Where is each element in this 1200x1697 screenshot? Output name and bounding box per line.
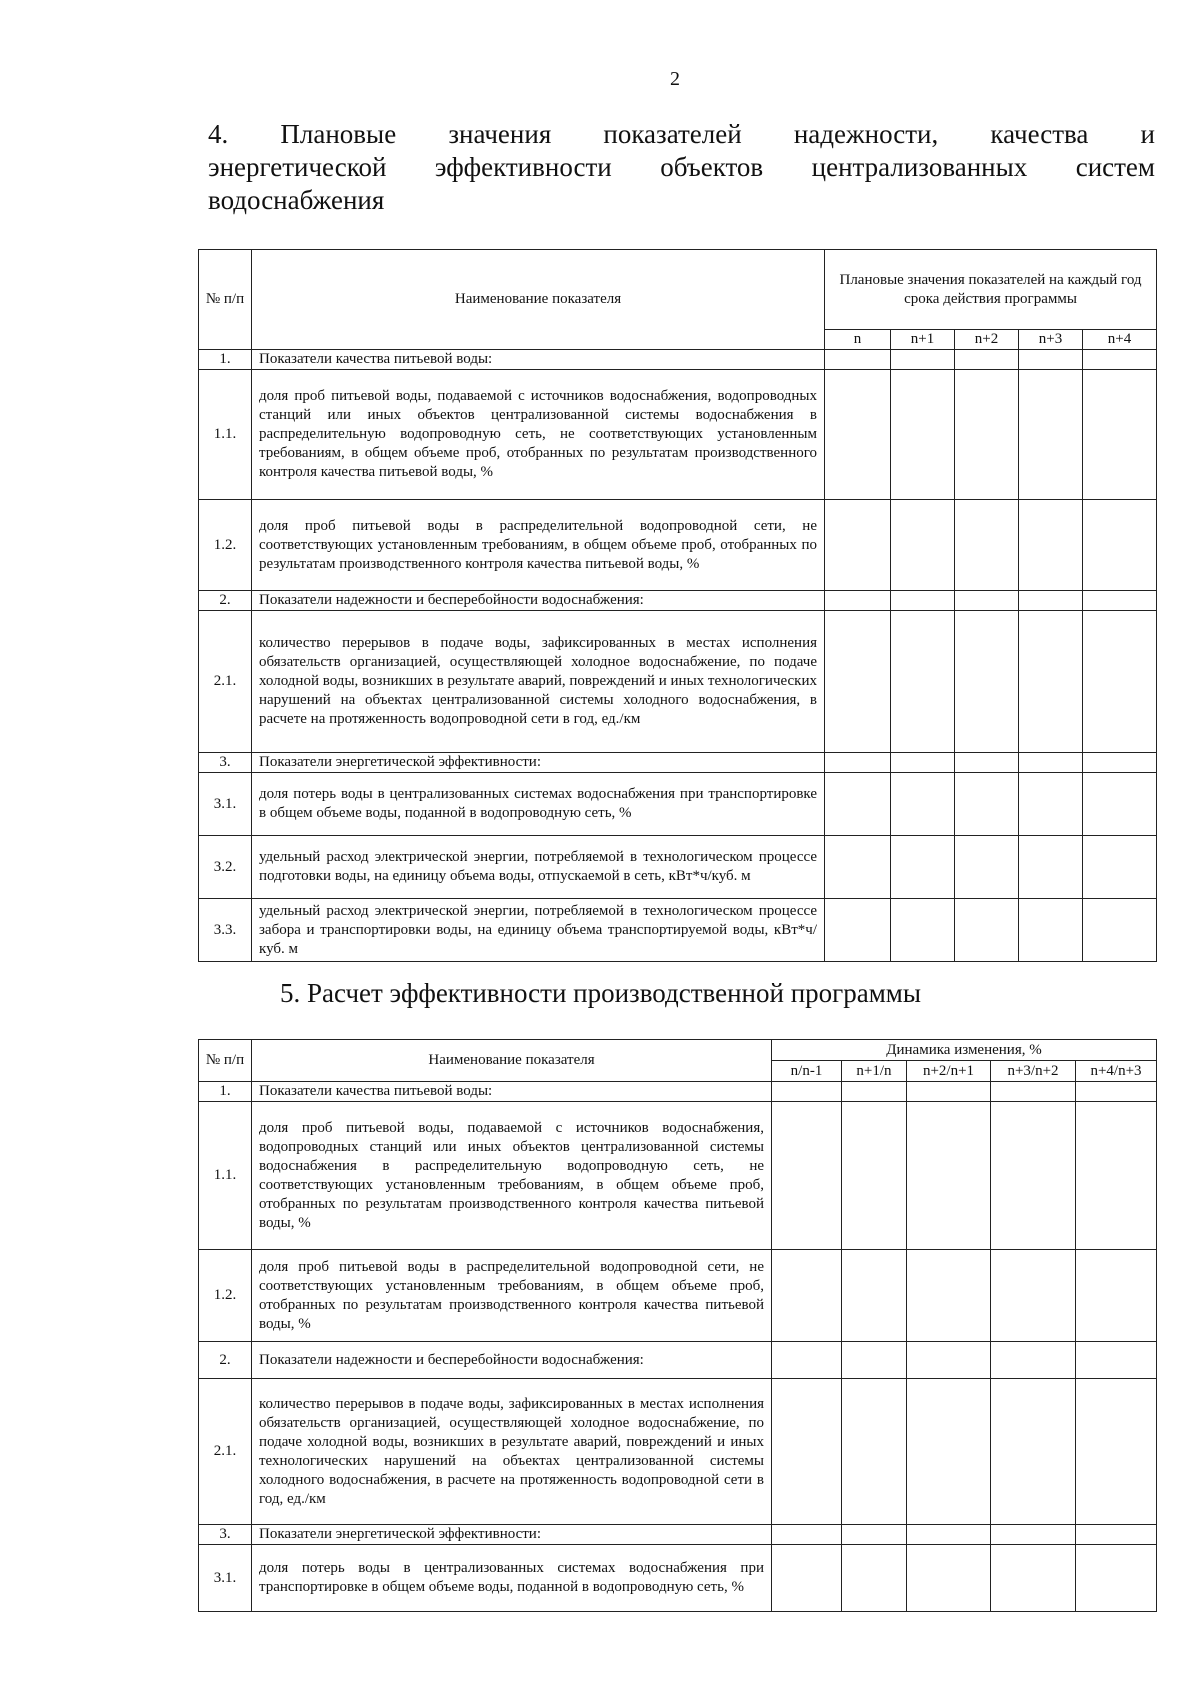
value-cell [991,1102,1076,1250]
planned-values-table [198,249,1157,962]
period-col-header: n+2/n+1 [907,1061,991,1082]
value-cell [825,753,891,773]
table-row [199,1525,1157,1545]
value-cell [1083,591,1157,611]
value-cell [991,1082,1076,1102]
value-cell [891,611,955,753]
value-cell [907,1379,991,1525]
value-cell [955,591,1019,611]
value-cell [907,1525,991,1545]
table-row [199,1082,1157,1102]
value-cell [891,899,955,962]
header-dynamics: Динамика изменения, % [772,1040,1157,1061]
table-row [199,836,1157,899]
value-cell [772,1082,842,1102]
value-cell [1083,500,1157,591]
value-cell [1019,350,1083,370]
value-cell [825,500,891,591]
value-cell [1076,1342,1157,1379]
row-name: Показатели качества питьевой воды: [252,1082,772,1102]
table-row [199,899,1157,962]
row-name: доля проб питьевой воды, подаваемой с источников водоснабжения, водопроводных станций или иных объектов централизованной системы водоснабжения в распределительную водопроводную сеть, не соответствующих установленным требованиям, в общем объеме проб, отобранных по результатам производственного контроля качества питьевой воды, % [252,370,825,500]
row-number: 1.2. [199,500,252,591]
section-4-heading-line1: 4. Плановые значения показателей надежности, качества и [208,119,1155,149]
value-cell [842,1525,907,1545]
row-number: 2. [199,1342,252,1379]
value-cell [772,1250,842,1342]
table-row [199,350,1157,370]
row-number: 1.1. [199,370,252,500]
section-4-heading [208,118,1155,217]
value-cell [825,611,891,753]
value-cell [1076,1250,1157,1342]
value-cell [772,1379,842,1525]
value-cell [1083,899,1157,962]
value-cell [772,1545,842,1612]
value-cell [825,773,891,836]
value-cell [1019,753,1083,773]
value-cell [842,1545,907,1612]
row-name: Показатели качества питьевой воды: [252,350,825,370]
row-name: Показатели энергетической эффективности: [252,753,825,773]
value-cell [842,1379,907,1525]
value-cell [1083,370,1157,500]
value-cell [1083,773,1157,836]
value-cell [1076,1082,1157,1102]
value-cell [1019,773,1083,836]
value-cell [955,370,1019,500]
header-num: № п/п [199,1040,252,1082]
row-name: Показатели энергетической эффективности: [252,1525,772,1545]
value-cell [842,1250,907,1342]
page-number: 2 [670,68,680,90]
table-row [199,1342,1157,1379]
row-name: количество перерывов в подаче воды, зафиксированных в местах исполнения обязательств организацией, осуществляющей холодное водоснабжение, по подаче холодной воды, возникших в результате аварий, повреждений и иных технологических нарушений на объектах централизованной системы холодного водоснабжения, в расчете на протяженность водопроводной сети в год, ед./км [252,611,825,753]
table-row [199,370,1157,500]
value-cell [772,1342,842,1379]
value-cell [991,1342,1076,1379]
row-number: 3. [199,1525,252,1545]
row-number: 2.1. [199,611,252,753]
value-cell [907,1342,991,1379]
value-cell [907,1545,991,1612]
value-cell [1076,1102,1157,1250]
row-number: 3.1. [199,773,252,836]
value-cell [1083,611,1157,753]
value-cell [1083,836,1157,899]
value-cell [955,836,1019,899]
header-num: № п/п [199,250,252,350]
row-number: 3.1. [199,1545,252,1612]
value-cell [825,370,891,500]
value-cell [1019,899,1083,962]
value-cell [772,1525,842,1545]
year-col-header: n+3 [1019,330,1083,350]
table-row [199,1102,1157,1250]
year-col-header: n+1 [891,330,955,350]
section-5-heading: 5. Расчет эффективности производственной программы [280,978,922,1008]
efficiency-calculation-table [198,1039,1157,1612]
row-name: удельный расход электрической энергии, потребляемой в технологическом процессе забора и транспортировки воды, на единицу объема транспортируемой воды, кВт*ч/куб. м [252,899,825,962]
year-col-header: n+2 [955,330,1019,350]
value-cell [991,1525,1076,1545]
table-row [199,500,1157,591]
table-row [199,773,1157,836]
period-col-header: n+4/n+3 [1076,1061,1157,1082]
value-cell [1083,350,1157,370]
value-cell [842,1082,907,1102]
value-cell [1083,753,1157,773]
value-cell [955,899,1019,962]
year-col-header: n [825,330,891,350]
value-cell [772,1102,842,1250]
value-cell [891,773,955,836]
period-col-header: n+3/n+2 [991,1061,1076,1082]
header-name: Наименование показателя [252,1040,772,1082]
row-name: доля потерь воды в централизованных системах водоснабжения при транспортировке в общем объеме воды, поданной в водопроводную сеть, % [252,1545,772,1612]
row-number: 1.1. [199,1102,252,1250]
value-cell [891,753,955,773]
table-row [199,1250,1157,1342]
value-cell [907,1250,991,1342]
value-cell [1076,1379,1157,1525]
row-number: 1. [199,350,252,370]
value-cell [891,836,955,899]
row-number: 1. [199,1082,252,1102]
value-cell [1076,1545,1157,1612]
row-name: Показатели надежности и бесперебойности водоснабжения: [252,1342,772,1379]
value-cell [991,1250,1076,1342]
value-cell [955,753,1019,773]
value-cell [991,1545,1076,1612]
value-cell [842,1342,907,1379]
value-cell [891,591,955,611]
value-cell [1019,836,1083,899]
value-cell [825,899,891,962]
table-row [199,591,1157,611]
value-cell [891,500,955,591]
value-cell [1019,500,1083,591]
row-name: доля проб питьевой воды в распределительной водопроводной сети, не соответствующих установленным требованиям, в общем объеме проб, отобранных по результатам производственного контроля качества питьевой воды, % [252,1250,772,1342]
value-cell [907,1082,991,1102]
value-cell [955,350,1019,370]
value-cell [825,591,891,611]
row-number: 2. [199,591,252,611]
value-cell [1019,611,1083,753]
row-name: удельный расход электрической энергии, потребляемой в технологическом процессе подготовки воды, на единицу объема воды, отпускаемой в сеть, кВт*ч/куб. м [252,836,825,899]
value-cell [991,1379,1076,1525]
table-row [199,1379,1157,1525]
value-cell [955,500,1019,591]
value-cell [825,836,891,899]
row-number: 3.3. [199,899,252,962]
value-cell [1019,370,1083,500]
period-col-header: n+1/n [842,1061,907,1082]
value-cell [955,611,1019,753]
row-name: Показатели надежности и бесперебойности водоснабжения: [252,591,825,611]
value-cell [825,350,891,370]
table-row [199,1545,1157,1612]
header-name: Наименование показателя [252,250,825,350]
row-name: доля потерь воды в централизованных системах водоснабжения при транспортировке в общем объеме воды, поданной в водопроводную сеть, % [252,773,825,836]
value-cell [842,1102,907,1250]
row-name: доля проб питьевой воды, подаваемой с источников водоснабжения, водопроводных станций или иных объектов централизованной системы водоснабжения в распределительную водопроводную сеть, не соответствующих установленным требованиям, в общем объеме проб, отобранных по результатам производственного контроля качества питьевой воды, % [252,1102,772,1250]
period-col-header: n/n-1 [772,1061,842,1082]
value-cell [955,773,1019,836]
row-number: 1.2. [199,1250,252,1342]
year-col-header: n+4 [1083,330,1157,350]
table-row [199,753,1157,773]
value-cell [1019,591,1083,611]
value-cell [891,350,955,370]
value-cell [891,370,955,500]
row-number: 3. [199,753,252,773]
row-name: количество перерывов в подаче воды, зафиксированных в местах исполнения обязательств организацией, осуществляющей холодное водоснабжение, по подаче холодной воды, возникших в результате аварий, повреждений и иных технологических нарушений на объектах централизованной системы холодного водоснабжения, в расчете на протяженность водопроводной сети в год, ед./км [252,1379,772,1525]
table-row [199,611,1157,753]
value-cell [1076,1525,1157,1545]
value-cell [907,1102,991,1250]
header-planned-values: Плановые значения показателей на каждый год срока действия программы [825,250,1157,330]
section-4-heading-rest: энергетической эффективности объектов централизованных систем водоснабжения [208,152,1155,215]
row-number: 2.1. [199,1379,252,1525]
row-number: 3.2. [199,836,252,899]
row-name: доля проб питьевой воды в распределительной водопроводной сети, не соответствующих установленным требованиям, в общем объеме проб, отобранных по результатам производственного контроля качества питьевой воды, % [252,500,825,591]
